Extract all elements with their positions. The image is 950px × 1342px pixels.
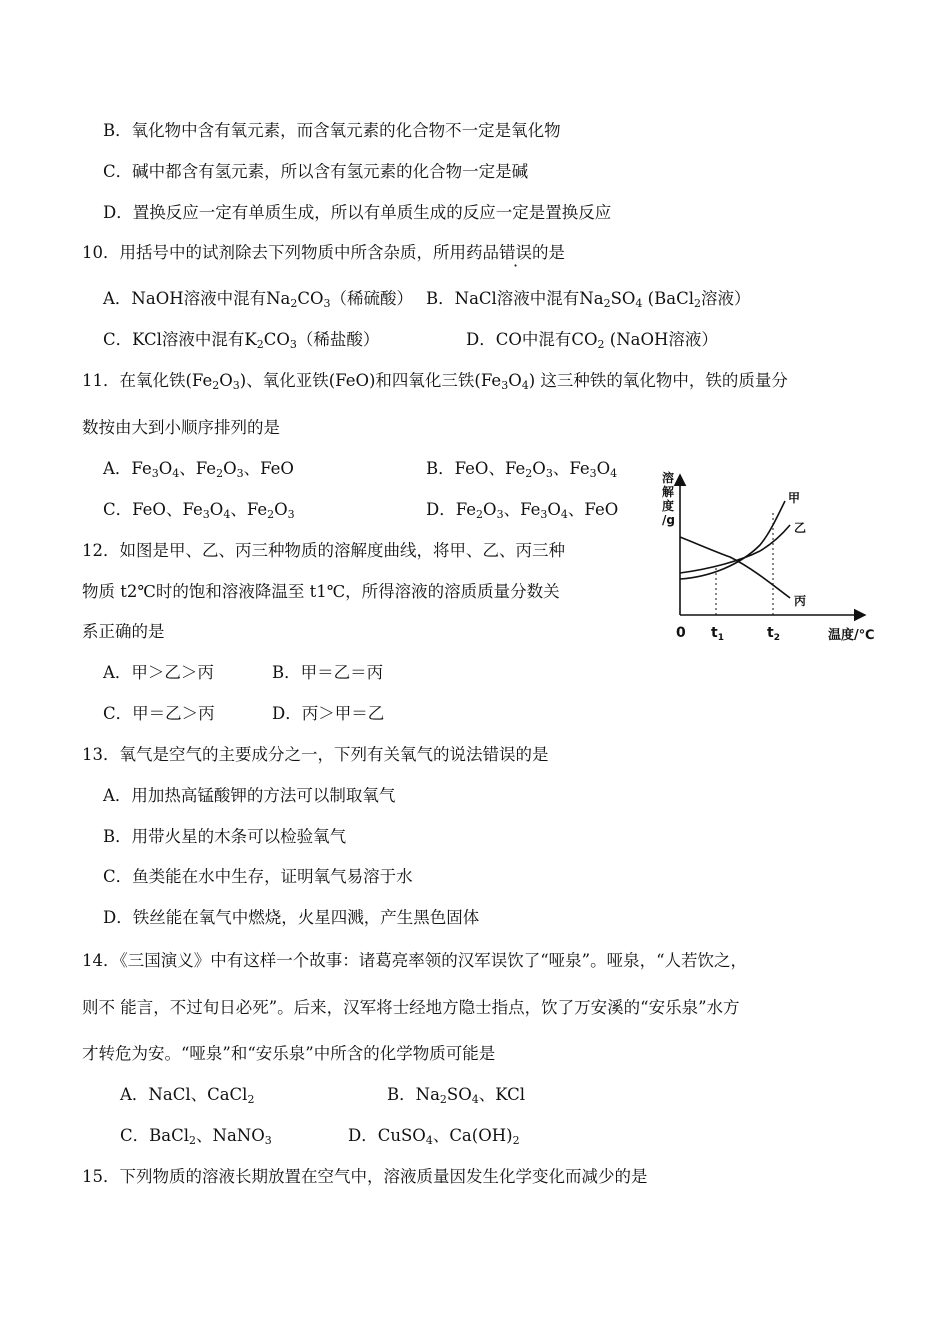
q13-option-a: A．用加热高锰酸钾的方法可以制取氧气 — [103, 786, 396, 805]
y-label-4: /g — [662, 513, 675, 527]
q10-emphasis: 错误 — [499, 243, 532, 262]
y-label-3: 度 — [662, 499, 675, 513]
q9-option-d: D．置换反应一定有单质生成，所以有单质生成的反应一定是置换反应 — [103, 203, 612, 222]
q9-option-c: C．碱中都含有氢元素，所以含有氢元素的化合物一定是碱 — [103, 162, 529, 181]
q10-option-d: D．CO中混有$CO_2$ (NaOH溶液） — [466, 330, 718, 351]
q14-option-c: C．BaCl$_2$、NaNO$_3$ — [120, 1126, 272, 1147]
q11-option-d: D．$Fe_2O_3$、$Fe_3O_4$、FeO — [426, 500, 619, 521]
q12-stem-line1: 12．如图是甲、乙、丙三种物质的溶解度曲线，将甲、乙、丙三种 — [82, 541, 565, 560]
x-tick-t2: $t_2$ — [767, 625, 780, 643]
series-label-yi: 乙 — [794, 521, 807, 535]
q10-stem: 10．用括号中的试剂除去下列物质中所含杂质，所用药品错误的是 — [82, 243, 565, 262]
series-label-jia: 甲 — [788, 491, 801, 505]
q13-option-d: D．铁丝能在氧气中燃烧，火星四溅，产生黑色固体 — [103, 908, 480, 927]
q11-stem-line2: 数按由大到小顺序排列的是 — [82, 418, 280, 437]
q9-option-b: B．氧化物中含有氧元素，而含氧元素的化合物不一定是氧化物 — [103, 121, 561, 140]
q12-option-b: B．甲＝乙＝丙 — [272, 663, 384, 682]
q12-option-d: D．丙＞甲＝乙 — [272, 704, 385, 723]
q14-option-d: D．CuSO$_4$、$Ca(OH)_2$ — [348, 1126, 520, 1147]
q10-option-c: C．KCl溶液中混有$K_2CO_3$（稀盐酸） — [103, 330, 380, 351]
q12-stem-line3: 系正确的是 — [82, 622, 165, 641]
q14-stem-line3: 才转危为安。“哑泉”和“安乐泉”中所含的化学物质可能是 — [82, 1044, 496, 1063]
q15-stem: 15．下列物质的溶液长期放置在空气中，溶液质量因发生化学变化而减少的是 — [82, 1167, 648, 1186]
q11-option-c: C．FeO、$Fe_3O_4$、$Fe_2O_3$ — [103, 500, 295, 521]
q10-option-b: B．NaCl溶液中混有$Na_2SO_4$ (BaCl$_2$溶液） — [426, 289, 751, 310]
x-axis-label: 温度/℃ — [828, 628, 875, 643]
q12-option-c: C．甲＝乙＞丙 — [103, 704, 215, 723]
q13-option-c: C．鱼类能在水中生存，证明氧气易溶于水 — [103, 867, 413, 886]
q12-stem-line2: 物质 t2℃时的饱和溶液降温至 t1℃，所得溶液的溶质质量分数关 — [82, 582, 560, 601]
q13-stem: 13．氧气是空气的主要成分之一，下列有关氧气的说法错误的是 — [82, 745, 549, 764]
y-label-2: 解 — [662, 485, 675, 499]
q14-option-a: A．NaCl、CaCl$_2$ — [120, 1085, 255, 1106]
origin-label: 0 — [676, 625, 686, 641]
q11-stem-line1: 11．在氧化铁$(Fe_2O_3)$、氧化亚铁(FeO)和四氧化三铁$(Fe_3O_4)$ 这三种铁的氧化物中，铁的质量分 — [82, 371, 788, 392]
x-tick-t1: $t_1$ — [711, 625, 724, 643]
y-label-1: 溶 — [662, 471, 675, 485]
q11-option-b: B．FeO、$Fe_2O_3$、$Fe_3O_4$ — [426, 459, 618, 480]
q14-option-b: B．$Na_2SO_4$、KCl — [387, 1085, 526, 1106]
q10-option-a: A．NaOH溶液中混有$Na_2CO_3$（稀硫酸） — [103, 289, 414, 310]
q13-option-b: B．用带火星的木条可以检验氧气 — [103, 827, 347, 846]
q12-option-a: A．甲＞乙＞丙 — [103, 663, 214, 682]
series-label-bing: 丙 — [794, 594, 807, 608]
q14-stem-line1: 14．《三国演义》中有这样一个故事：诸葛亮率领的汉军误饮了“哑泉”。哑泉，“人若饮之， — [82, 951, 748, 970]
curve-jia — [680, 501, 785, 579]
q14-stem-line2: 则不 能言，不过旬日必死”。后来，汉军将士经地方隐士指点，饮了万安溪的“安乐泉”水方 — [82, 998, 740, 1017]
q11-option-a: A．$Fe_3O_4$、$Fe_2O_3$、FeO — [103, 459, 294, 480]
solubility-chart — [650, 465, 890, 650]
